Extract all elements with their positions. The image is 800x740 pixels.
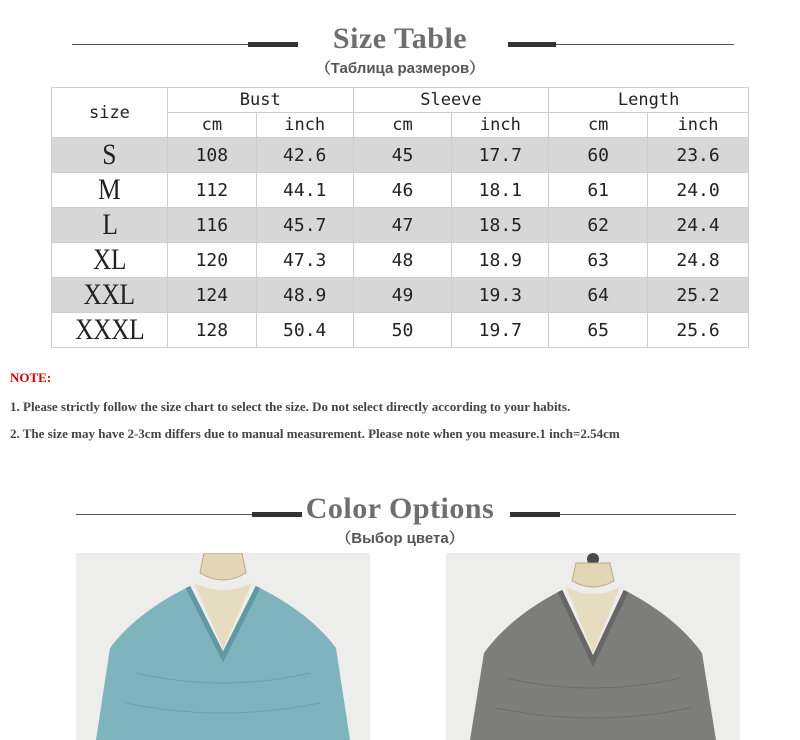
size-chart-table (51, 87, 749, 348)
table-cell: 47 (353, 208, 452, 243)
table-cell: 18.5 (452, 208, 549, 243)
table-cell: 17.7 (452, 138, 549, 173)
table-cell: 24.8 (648, 243, 749, 278)
table-cell: 45.7 (256, 208, 353, 243)
table-cell: 50.4 (256, 313, 353, 348)
unit-header: inch (648, 113, 749, 138)
size-table-title: Size Table (332, 22, 468, 55)
table-cell: 19.7 (452, 313, 549, 348)
table-cell: 23.6 (648, 138, 749, 173)
table-cell: 63 (549, 243, 648, 278)
table-cell: 47.3 (256, 243, 353, 278)
table-row (52, 313, 749, 348)
table-cell: 124 (167, 278, 256, 313)
color-options-title: Color Options (305, 492, 495, 525)
size-label: XXL (52, 278, 168, 313)
unit-header: cm (353, 113, 452, 138)
table-row (52, 208, 749, 243)
table-cell: 116 (167, 208, 256, 243)
unit-header: cm (549, 113, 648, 138)
table-cell: 120 (167, 243, 256, 278)
table-row (52, 138, 749, 173)
table-row (52, 243, 749, 278)
table-cell: 18.9 (452, 243, 549, 278)
table-cell: 18.1 (452, 173, 549, 208)
unit-header: cm (167, 113, 256, 138)
grey-sweater-photo (446, 553, 740, 740)
unit-header: inch (256, 113, 353, 138)
table-cell: 62 (549, 208, 648, 243)
table-cell: 24.0 (648, 173, 749, 208)
table-row (52, 278, 749, 313)
size-table-subtitle: （Таблица размеров） (315, 60, 485, 77)
size-label: L (52, 208, 168, 243)
table-cell: 61 (549, 173, 648, 208)
table-cell: 19.3 (452, 278, 549, 313)
color-options-subtitle: （Выбор цвета） (336, 530, 464, 547)
table-cell: 48 (353, 243, 452, 278)
table-cell: 49 (353, 278, 452, 313)
table-cell: 60 (549, 138, 648, 173)
size-label: XXXL (52, 313, 168, 348)
size-column-header: size (52, 88, 168, 138)
table-cell: 50 (353, 313, 452, 348)
table-cell: 112 (167, 173, 256, 208)
table-cell: 25.2 (648, 278, 749, 313)
sleeve-header: Sleeve (353, 88, 549, 113)
table-row (52, 173, 749, 208)
table-cell: 42.6 (256, 138, 353, 173)
table-cell: 46 (353, 173, 452, 208)
table-cell: 48.9 (256, 278, 353, 313)
table-cell: 45 (353, 138, 452, 173)
table-cell: 128 (167, 313, 256, 348)
bust-header: Bust (167, 88, 353, 113)
size-label: S (52, 138, 168, 173)
blue-sweater-photo (76, 553, 370, 740)
table-cell: 108 (167, 138, 256, 173)
table-cell: 65 (549, 313, 648, 348)
note-item: 1. Please strictly follow the size chart to select the size. Do not select directly according to your habits. (10, 399, 571, 414)
table-cell: 24.4 (648, 208, 749, 243)
table-cell: 25.6 (648, 313, 749, 348)
note-item: 2. The size may have 2-3cm differs due to manual measurement. Please note when you measure.1 inch=2.54cm (10, 426, 620, 441)
size-label: M (52, 173, 168, 208)
table-cell: 64 (549, 278, 648, 313)
unit-header: inch (452, 113, 549, 138)
table-cell: 44.1 (256, 173, 353, 208)
length-header: Length (549, 88, 749, 113)
size-label: XL (52, 243, 168, 278)
note-title: NOTE: (10, 370, 52, 385)
